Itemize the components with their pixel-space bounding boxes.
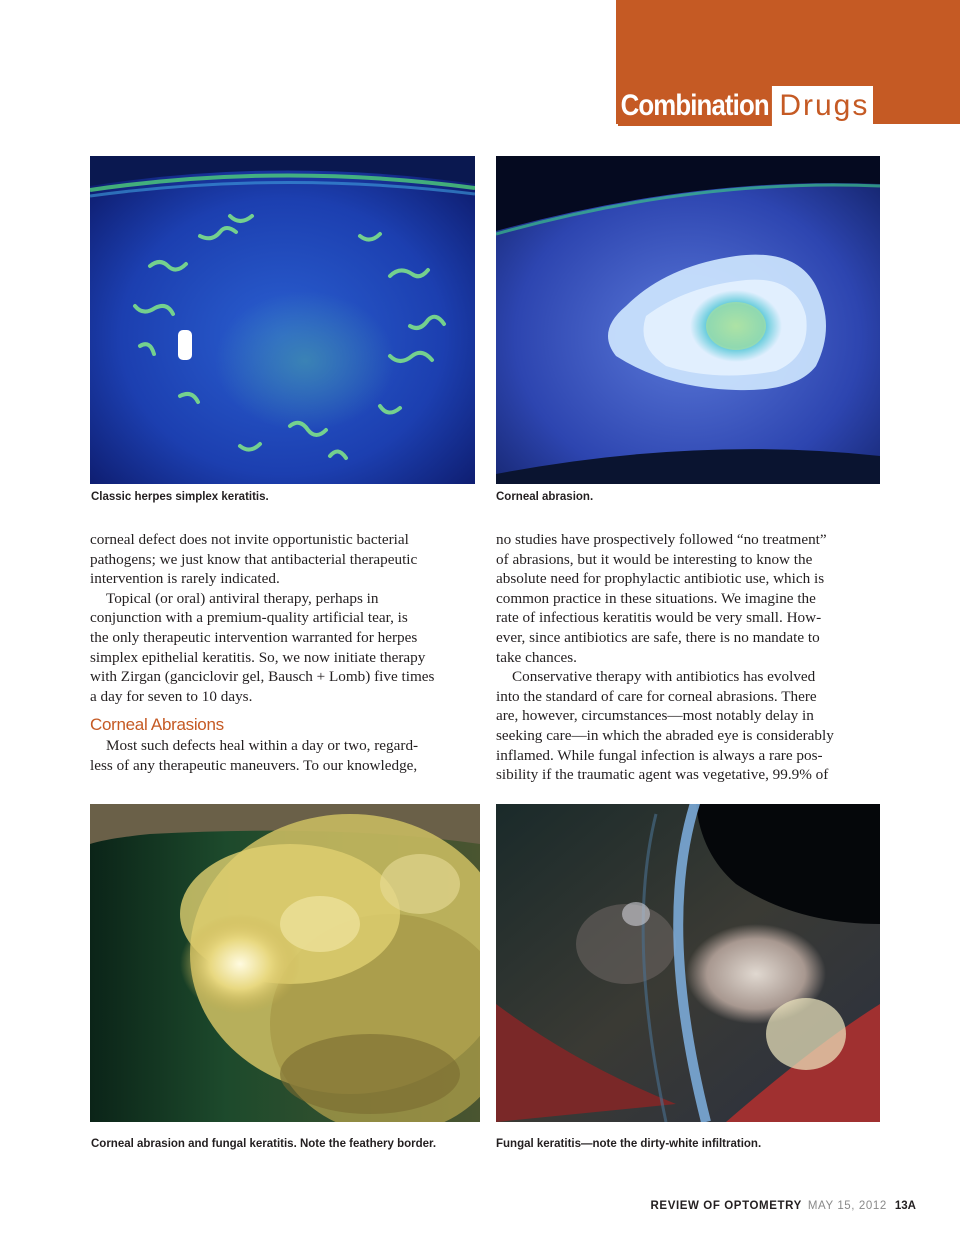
text-line: simplex epithelial keratitis. So, we now initiate therapy — [90, 648, 426, 666]
photo-fungal-keratitis-infiltration — [496, 804, 880, 1122]
paragraph — [90, 530, 480, 589]
text-line: a day for seven to 10 days. — [90, 687, 253, 705]
text-line: with Zirgan (ganciclovir gel, Bausch + Lomb) five times — [90, 668, 435, 686]
text-line: common practice in these situations. We imagine the — [496, 589, 816, 607]
text-line: conjunction with a premium-quality artificial tear, is — [90, 609, 408, 627]
paragraph — [90, 736, 480, 775]
text-line: are, however, circumstances—most notably delay in — [496, 707, 814, 725]
text-line: the only therapeutic intervention warranted for herpes — [90, 628, 418, 646]
text-line: no studies have prospectively followed “no treatment” — [496, 531, 827, 548]
text-line: of abrasions, but it would be interesting to know the — [496, 550, 813, 568]
section-heading-light: Drugs — [779, 89, 870, 122]
left-text-column — [90, 530, 480, 776]
text-line: ever, since antibiotics are safe, there is no mandate to — [496, 628, 820, 646]
paragraph — [90, 589, 480, 707]
text-line: Topical (or oral) antiviral therapy, perhaps in — [106, 589, 379, 607]
photo-caption: Corneal abrasion and fungal keratitis. Note the feathery border. — [91, 1138, 437, 1150]
photo-corneal-abrasion — [496, 156, 880, 484]
text-line: sibility if the traumatic agent was vegetative, 99.9% of — [496, 766, 829, 784]
photo-caption: Classic herpes simplex keratitis. — [91, 491, 269, 503]
text-line: Conservative therapy with antibiotics has evolved — [512, 668, 816, 686]
right-text-column — [496, 530, 886, 785]
subheading-corneal-abrasions: Corneal Abrasions — [90, 715, 224, 735]
photo-fungal-keratitis-feathery — [90, 804, 480, 1122]
text-line: rate of infectious keratitis would be very small. How- — [496, 609, 822, 627]
text-line: take chances. — [496, 648, 577, 666]
text-line: pathogens; we just know that antibacterial therapeutic — [90, 550, 418, 568]
magazine-name: REVIEW OF OPTOMETRY — [650, 1200, 802, 1212]
text-line: inflamed. While fungal infection is always a rare pos- — [496, 746, 823, 764]
text-line: less of any therapeutic maneuvers. To our knowledge, — [90, 756, 418, 774]
text-line: corneal defect does not invite opportunistic bacterial — [90, 531, 409, 548]
photo-herpes-keratitis — [90, 156, 475, 484]
text-line: absolute need for prophylactic antibiotic use, which is — [496, 570, 825, 588]
section-heading-bold: Combination — [618, 86, 772, 126]
section-heading — [618, 86, 873, 126]
text-line: seeking care—in which the abraded eye is considerably — [496, 726, 834, 744]
page-footer — [651, 1200, 916, 1212]
text-line: intervention is rarely indicated. — [90, 570, 280, 588]
paragraph — [496, 667, 886, 785]
page-number: 13A — [894, 1200, 916, 1212]
text-line: Most such defects heal within a day or two, regard- — [106, 737, 419, 755]
issue-date: MAY 15, 2012 — [807, 1200, 887, 1212]
photo-caption: Fungal keratitis—note the dirty-white infiltration. — [496, 1138, 762, 1150]
text-line: into the standard of care for corneal abrasions. There — [496, 687, 817, 705]
paragraph — [496, 530, 886, 667]
photo-caption: Corneal abrasion. — [496, 491, 594, 503]
